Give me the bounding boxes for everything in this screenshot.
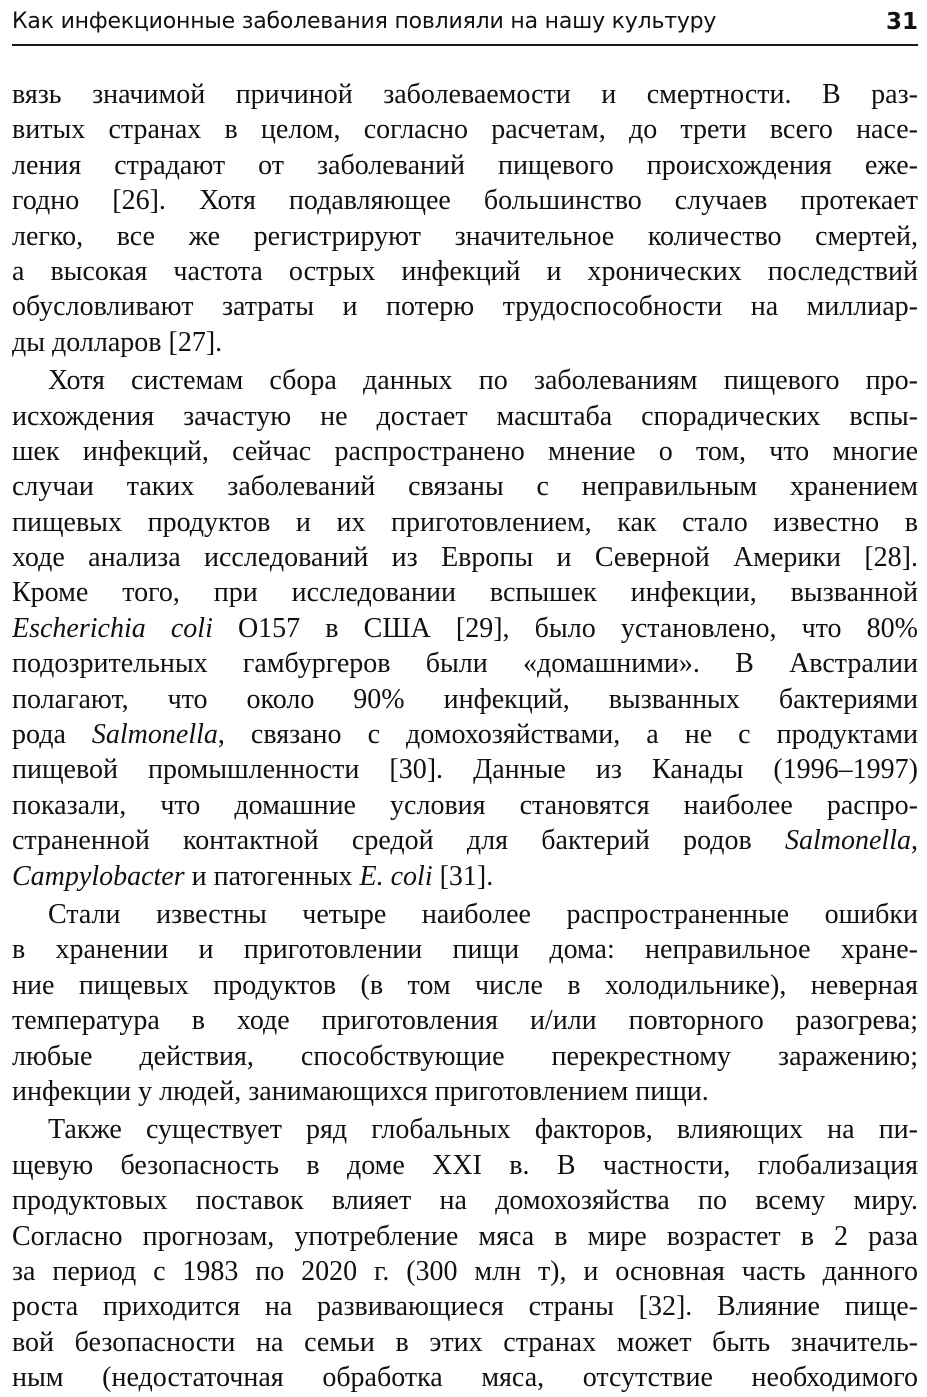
paragraph-3 [12, 897, 918, 1109]
text-line: подозрительных гамбургеров были «домашними». В Австралии [12, 648, 918, 680]
book-page [12, 0, 918, 1395]
text-line: пищевой промышленности [30]. Данные из Канады (1996–1997) [12, 754, 918, 786]
text-line: шек инфекций, сейчас распространено мнение о том, что многие [12, 435, 918, 467]
text-line: Кроме того, при исследовании вспышек инфекции, вызванной [12, 577, 918, 609]
text-line: за период с 1983 по 2020 г. (300 млн т), и основная часть данного [12, 1255, 918, 1287]
text-line: витых странах в целом, согласно расчетам, до трети всего насе- [12, 114, 918, 146]
text-line: случаи таких заболеваний связаны с неправильным хранением [12, 471, 918, 503]
text-line: вязь значимой причиной заболеваемости и смертности. В раз- [12, 79, 918, 110]
species-name: Campylobacter [12, 860, 185, 892]
text-line: рода Salmonella, связано с домохозяйствами, а не с продуктами [12, 719, 918, 751]
text-line: любые действия, способствующие перекрестному заражению; [12, 1040, 918, 1072]
paragraph-1 [12, 77, 918, 360]
text-line: Стали известны четыре наиболее распространенные ошибки [48, 898, 918, 930]
text-line: обусловливают затраты и потерю трудоспособности на миллиар- [12, 291, 918, 323]
text-line: Согласно прогнозам, употребление мяса в мире возрастет в 2 раза [12, 1220, 918, 1252]
text-line: страненной контактной средой для бактерий родов Salmonella, [12, 825, 918, 857]
text-line: ным (недостаточная обработка мяса, отсутствие необходимого [12, 1362, 918, 1394]
text-line: роста приходится на развивающиеся страны [32]. Влияние пище- [12, 1291, 918, 1323]
species-name: Salmonella [91, 719, 218, 751]
species-name: Salmonella [785, 825, 911, 857]
text-line: инфекции у людей, занимающихся приготовлением пищи. [12, 1075, 709, 1107]
text-line: Также существует ряд глобальных факторов, влияющих на пи- [48, 1114, 918, 1146]
text-line: щевую безопасность в доме XXI в. В частности, глобализация [12, 1149, 918, 1181]
text-line: легко, все же регистрируют значительное количество смертей, [12, 220, 918, 252]
page-number: 31 [885, 9, 918, 35]
text-line: ления страдают от заболеваний пищевого происхождения еже- [12, 149, 918, 181]
text-line: годно [26]. Хотя подавляющее большинство случаев протекает [12, 185, 918, 217]
body-text [12, 77, 918, 1395]
text-line: показали, что домашние условия становятся наиболее распро- [12, 789, 918, 821]
text-line: исхождения зачастую не достает масштаба спорадических вспы- [12, 400, 918, 432]
text-line: ние пищевых продуктов (в том числе в холодильнике), неверная [12, 969, 918, 1001]
text-line: а высокая частота острых инфекций и хронических последствий [12, 255, 918, 287]
chapter-title: Как инфекционные заболевания повлияли на нашу культуру [12, 9, 717, 34]
text-line: пищевых продуктов и их приготовлением, как стало известно в [12, 506, 918, 538]
paragraph-4 [12, 1112, 918, 1395]
text-line: продуктовых поставок влияет на домохозяйства по всему миру. [12, 1185, 918, 1217]
paragraph-2 [12, 363, 918, 894]
species-name: Escherichia coli [12, 612, 213, 644]
species-name: E. coli [359, 860, 433, 892]
text-line: в хранении и приготовлении пищи дома: неправильное хране- [12, 934, 918, 966]
text-line: ды долларов [27]. [12, 326, 223, 358]
text-line: температура в ходе приготовления и/или повторного разогрева; [12, 1005, 918, 1037]
text-line: Campylobacter и патогенных E. coli [31]. [12, 860, 494, 892]
text-line: полагают, что около 90% инфекций, вызванных бактериями [12, 683, 918, 715]
text-line: вой безопасности на семьи в этих странах может быть значитель- [12, 1326, 918, 1358]
text-line: ходе анализа исследований из Европы и Северной Америки [28]. [12, 542, 918, 574]
text-line: Хотя системам сбора данных по заболеваниям пищевого про- [48, 365, 918, 397]
text-line: Escherichia coli O157 в США [29], было установлено, что 80% [12, 612, 918, 644]
running-header [12, 0, 918, 46]
